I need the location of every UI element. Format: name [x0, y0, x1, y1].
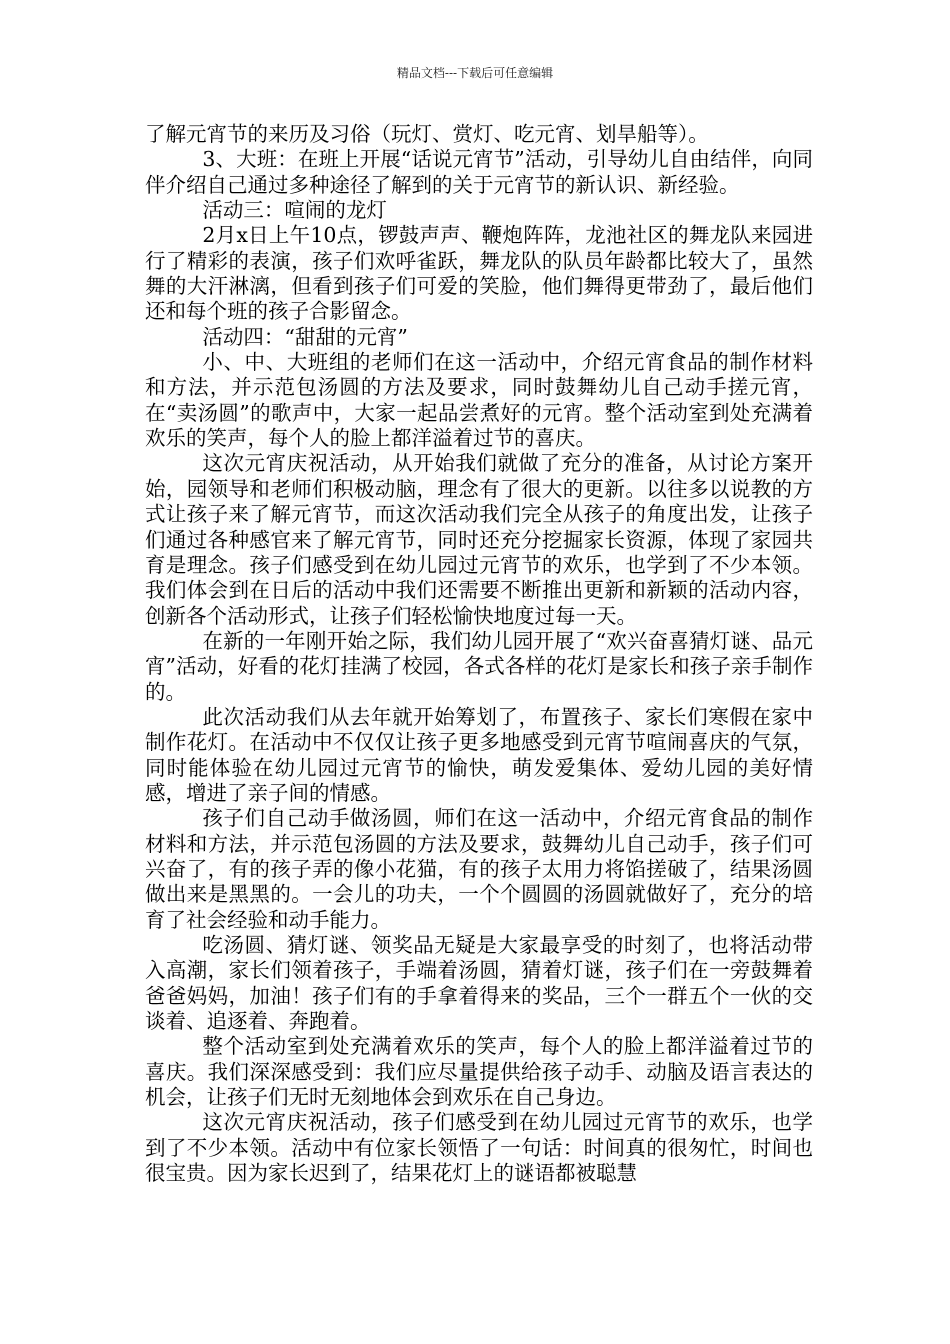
paragraph-dragon-lantern: 2月x日上午10点，锣鼓声声、鞭炮阵阵，龙池社区的舞龙队来园进行了精彩的表演，孩子们欢呼雀跃，舞龙队的队员年龄都比较大了，虽然舞的大汗淋漓，但看到孩子们可爱的笑脸，他们舞得更带劲了，最后他们还和每个班的孩子合影留念。: [145, 223, 813, 324]
document-body: [145, 122, 813, 1186]
paragraph-riddles: 吃汤圆、猜灯谜、领奖品无疑是大家最享受的时刻了，也将活动带入高潮，家长们领着孩子，手端着汤圆，猜着灯谜，孩子们在一旁鼓舞着爸爸妈妈，加油！孩子们有的手拿着得来的奖品，三个一群五个一伙的交谈着、追逐着、奔跑着。: [145, 933, 813, 1034]
paragraph-new-year-activity: 在新的一年刚开始之际，我们幼儿园开展了“欢兴奋喜猜灯谜、品元宵”活动，好看的花灯挂满了校园，各式各样的花灯是家长和孩子亲手制作的。: [145, 628, 813, 704]
paragraph-making-tangyuan: 孩子们自己动手做汤圆，师们在这一活动中，介绍元宵食品的制作材料和方法，并示范包汤圆的方法及要求，鼓舞幼儿自己动手，孩子们可兴奋了，有的孩子弄的像小花猫，有的孩子太用力将馅搓破了，结果汤圆做出来是黑黑的。一会儿的功夫，一个个圆圆的汤圆就做好了，充分的培育了社会经验和动手能力。: [145, 806, 813, 932]
paragraph-planning: 此次活动我们从去年就开始筹划了，布置孩子、家长们寒假在家中制作花灯。在活动中不仅仅让孩子更多地感受到元宵节喧闹喜庆的气氛，同时能体验在幼儿园过元宵节的愉快，萌发爱集体、爱幼儿园的美好情感，增进了亲子间的情感。: [145, 704, 813, 805]
page-header: 精品文档---下载后可任意编辑: [396, 66, 554, 80]
paragraph-final-reflection: 这次元宵庆祝活动，孩子们感受到在幼儿园过元宵节的欢乐，也学到了不少本领。活动中有位家长领悟了一句话：时间真的很匆忙，时间也很宝贵。因为家长迟到了，结果花灯上的谜语都被聪慧: [145, 1110, 813, 1186]
paragraph-celebration-summary: 这次元宵庆祝活动，从开始我们就做了充分的准备，从讨论方案开始，园领导和老师们积极动脑，理念有了很大的更新。以往多以说教的方式让孩子来了解元宵节，而这次活动我们完全从孩子的角度出发，让孩子们通过各种感官来了解元宵节，同时还充分挖掘家长资源，体现了家园共育是理念。孩子们感受到在幼儿园过元宵节的欢乐，也学到了不少本领。我们体会到在日后的活动中我们还需要不断推出更新和新颖的活动内容，创新各个活动形式，让孩子们轻松愉快地度过每一天。: [145, 451, 813, 628]
paragraph-sweet-yuanxiao: 小、中、大班组的老师们在这一活动中，介绍元宵食品的制作材料和方法，并示范包汤圆的方法及要求，同时鼓舞幼儿自己动手搓元宵，在“卖汤圆”的歌声中，大家一起品尝煮好的元宵。整个活动室到处充满着欢乐的笑声，每个人的脸上都洋溢着过节的喜庆。: [145, 350, 813, 451]
activity-four-heading: 活动四：“甜甜的元宵”: [202, 324, 408, 349]
paragraph-continuation: 了解元宵节的来历及习俗（玩灯、赏灯、吃元宵、划旱船等）。: [145, 122, 709, 146]
paragraph-big-class: 3、大班：在班上开展“话说元宵节”活动，引导幼儿自由结伴，向同伴介绍自己通过多种途径了解到的关于元宵节的新认识、新经验。: [145, 147, 813, 197]
paragraph-joy: 整个活动室到处充满着欢乐的笑声，每个人的脸上都洋溢着过节的喜庆。我们深深感受到：我们应尽量提供给孩子动手、动脑及语言表达的机会，让孩子们无时无刻地体会到欢乐在自己身边。: [145, 1034, 813, 1110]
activity-three-heading: 活动三：喧闹的龙灯: [202, 198, 387, 223]
